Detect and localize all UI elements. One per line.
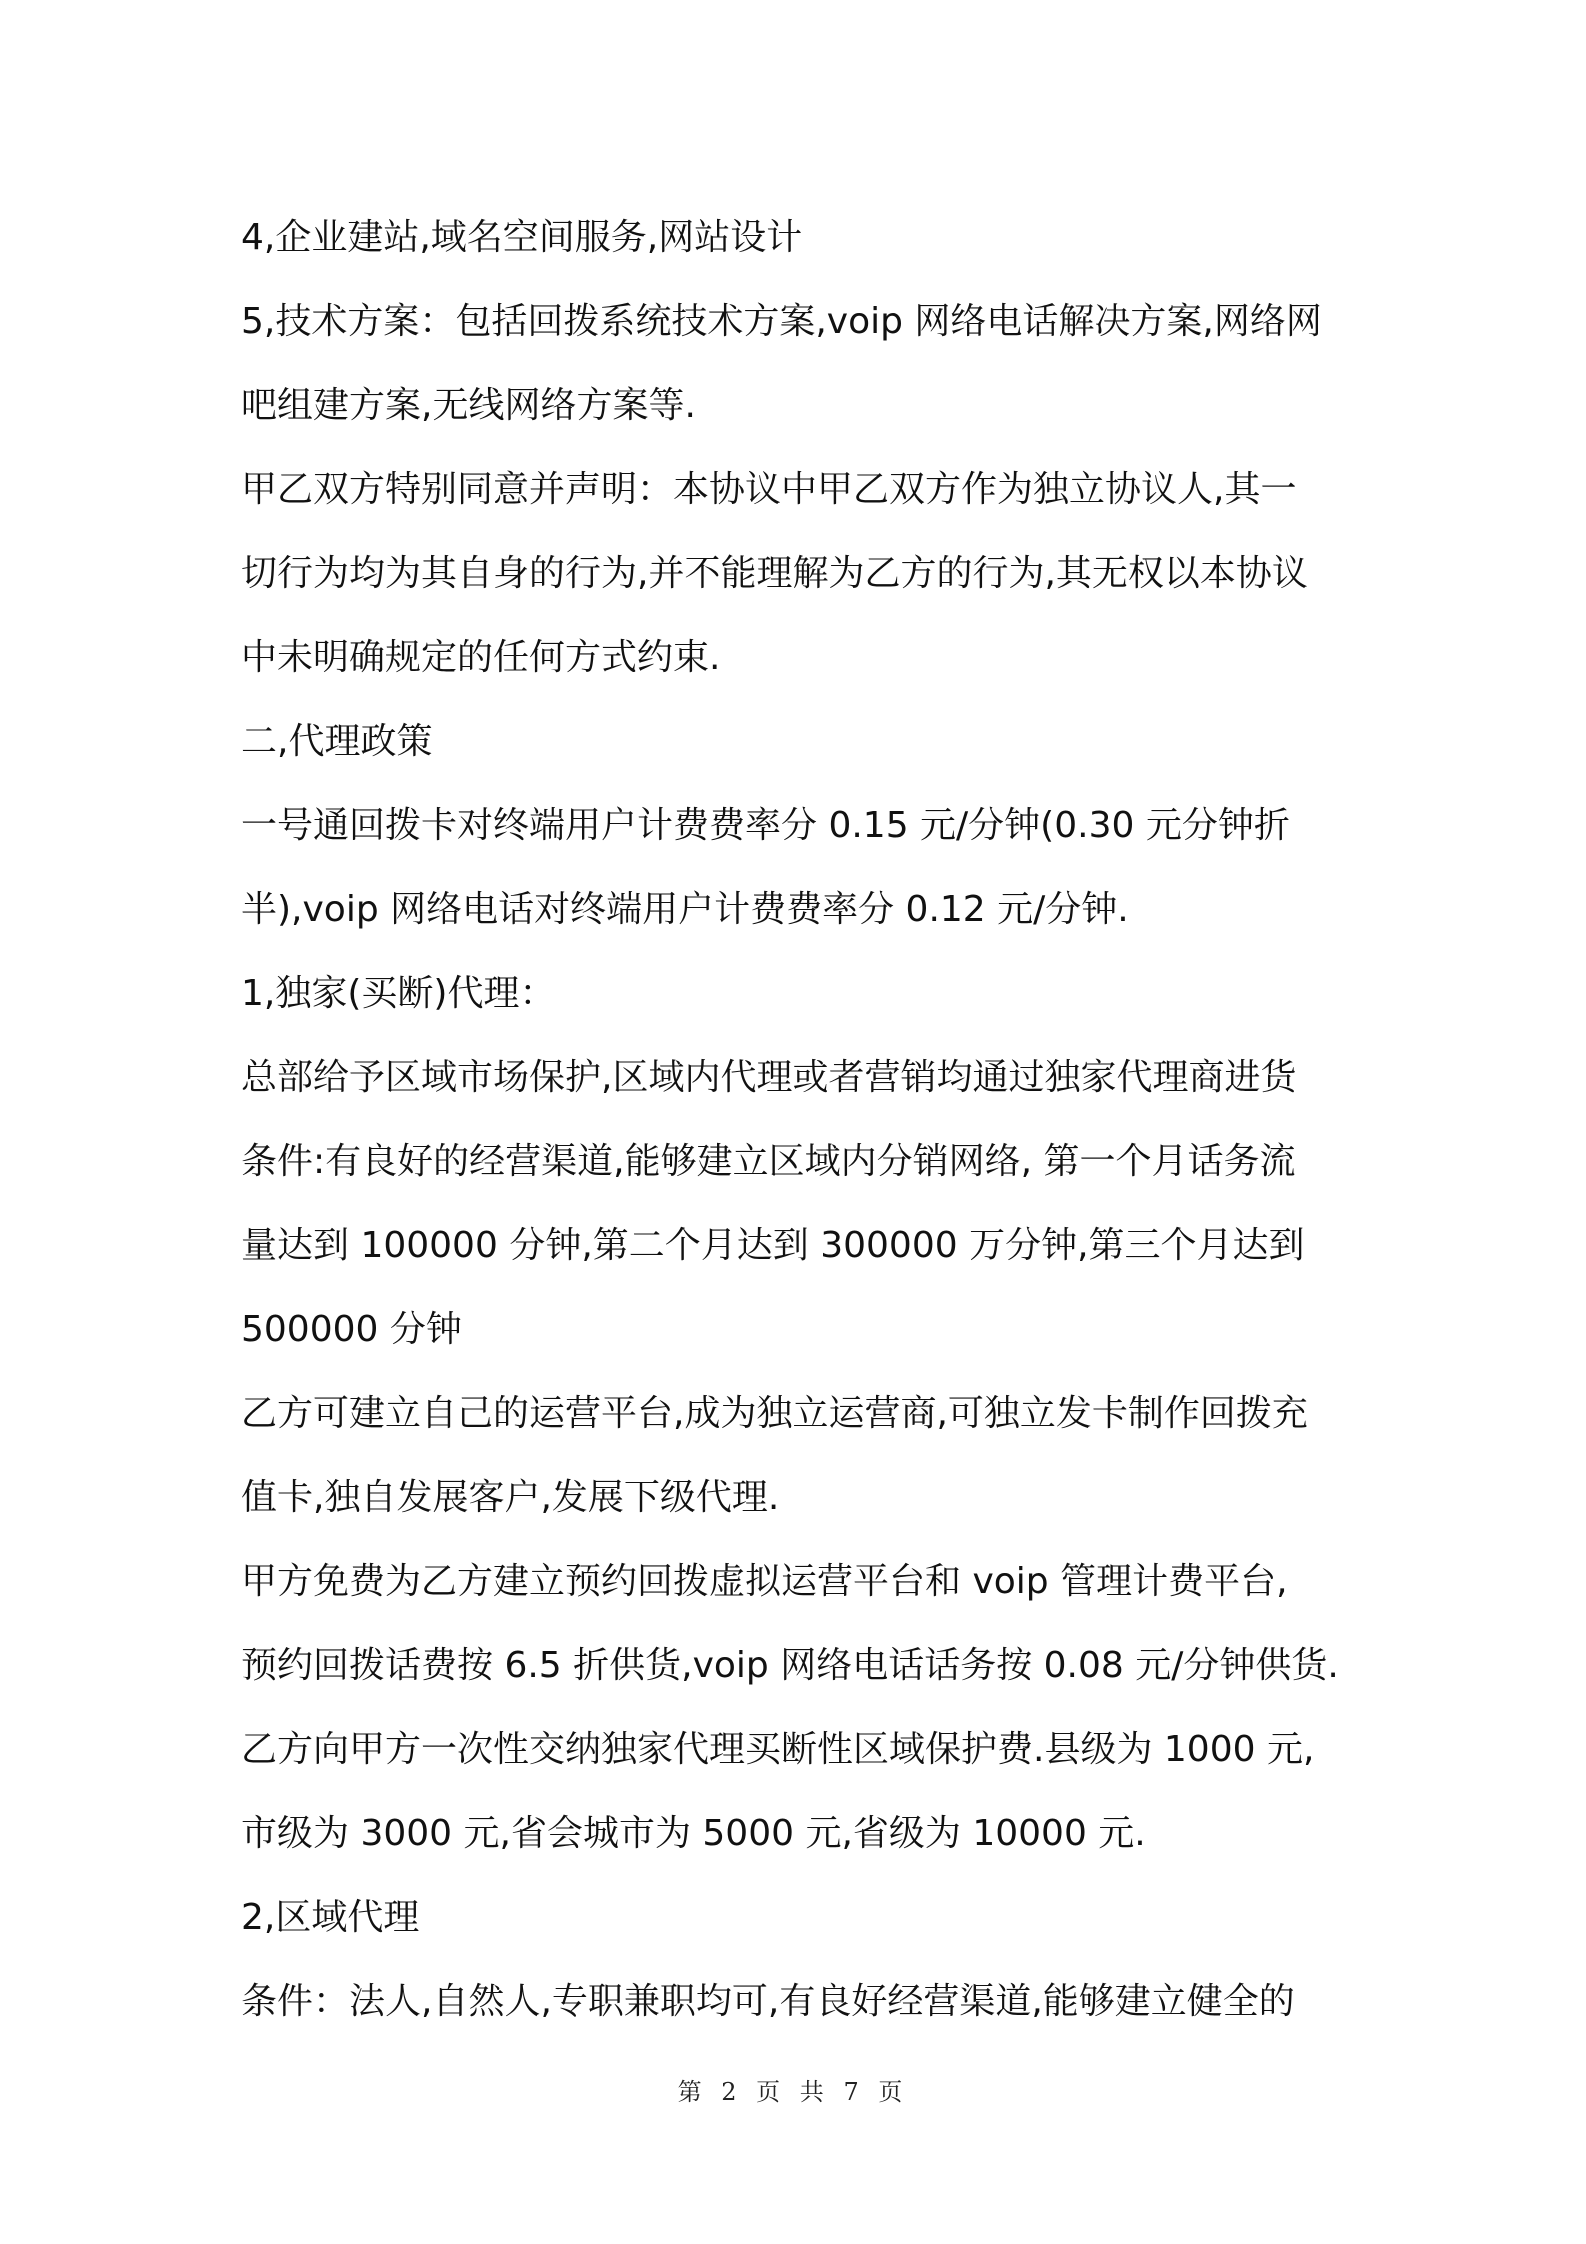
text-line: 乙方可建立自己的运营平台,成为独立运营商,可独立发卡制作回拨充 <box>241 1393 1308 1434</box>
text-line: 500000 分钟 <box>241 1309 462 1350</box>
text-line: 一号通回拨卡对终端用户计费费率分 0.15 元/分钟(0.30 元分钟折 <box>241 805 1290 846</box>
text-line: 4,企业建站,域名空间服务,网站设计 <box>241 217 803 258</box>
text-line: 乙方向甲方一次性交纳独家代理买断性区域保护费.县级为 1000 元, <box>241 1729 1315 1770</box>
text-line: 条件:有良好的经营渠道,能够建立区域内分销网络, 第一个月话务流 <box>241 1141 1296 1182</box>
text-line: 条件：法人,自然人,专职兼职均可,有良好经营渠道,能够建立健全的 <box>241 1981 1295 2022</box>
text-line: 预约回拨话费按 6.5 折供货,voip 网络电话话务按 0.08 元/分钟供货. <box>241 1645 1339 1686</box>
text-line: 总部给予区域市场保护,区域内代理或者营销均通过独家代理商进货 <box>241 1057 1297 1098</box>
text-line: 半),voip 网络电话对终端用户计费费率分 0.12 元/分钟. <box>241 889 1129 930</box>
text-line: 量达到 100000 分钟,第二个月达到 300000 万分钟,第三个月达到 <box>241 1225 1305 1266</box>
text-line: 甲方免费为乙方建立预约回拨虚拟运营平台和 voip 管理计费平台, <box>241 1561 1288 1602</box>
text-line: 吧组建方案,无线网络方案等. <box>241 385 696 426</box>
text-line: 市级为 3000 元,省会城市为 5000 元,省级为 10000 元. <box>241 1813 1146 1854</box>
subsection-heading: 2,区域代理 <box>241 1897 420 1938</box>
text-line: 切行为均为其自身的行为,并不能理解为乙方的行为,其无权以本协议 <box>241 553 1308 594</box>
section-heading: 二,代理政策 <box>241 721 433 762</box>
page-number-footer: 第 2 页 共 7 页 <box>677 2078 909 2106</box>
text-line: 甲乙双方特别同意并声明：本协议中甲乙双方作为独立协议人,其一 <box>241 469 1297 510</box>
subsection-heading: 1,独家(买断)代理： <box>241 973 556 1014</box>
document-body <box>241 196 1361 2044</box>
text-line: 值卡,独自发展客户,发展下级代理. <box>241 1477 780 1518</box>
text-line: 中未明确规定的任何方式约束. <box>241 637 721 678</box>
text-line: 5,技术方案：包括回拨系统技术方案,voip 网络电话解决方案,网络网 <box>241 301 1322 342</box>
